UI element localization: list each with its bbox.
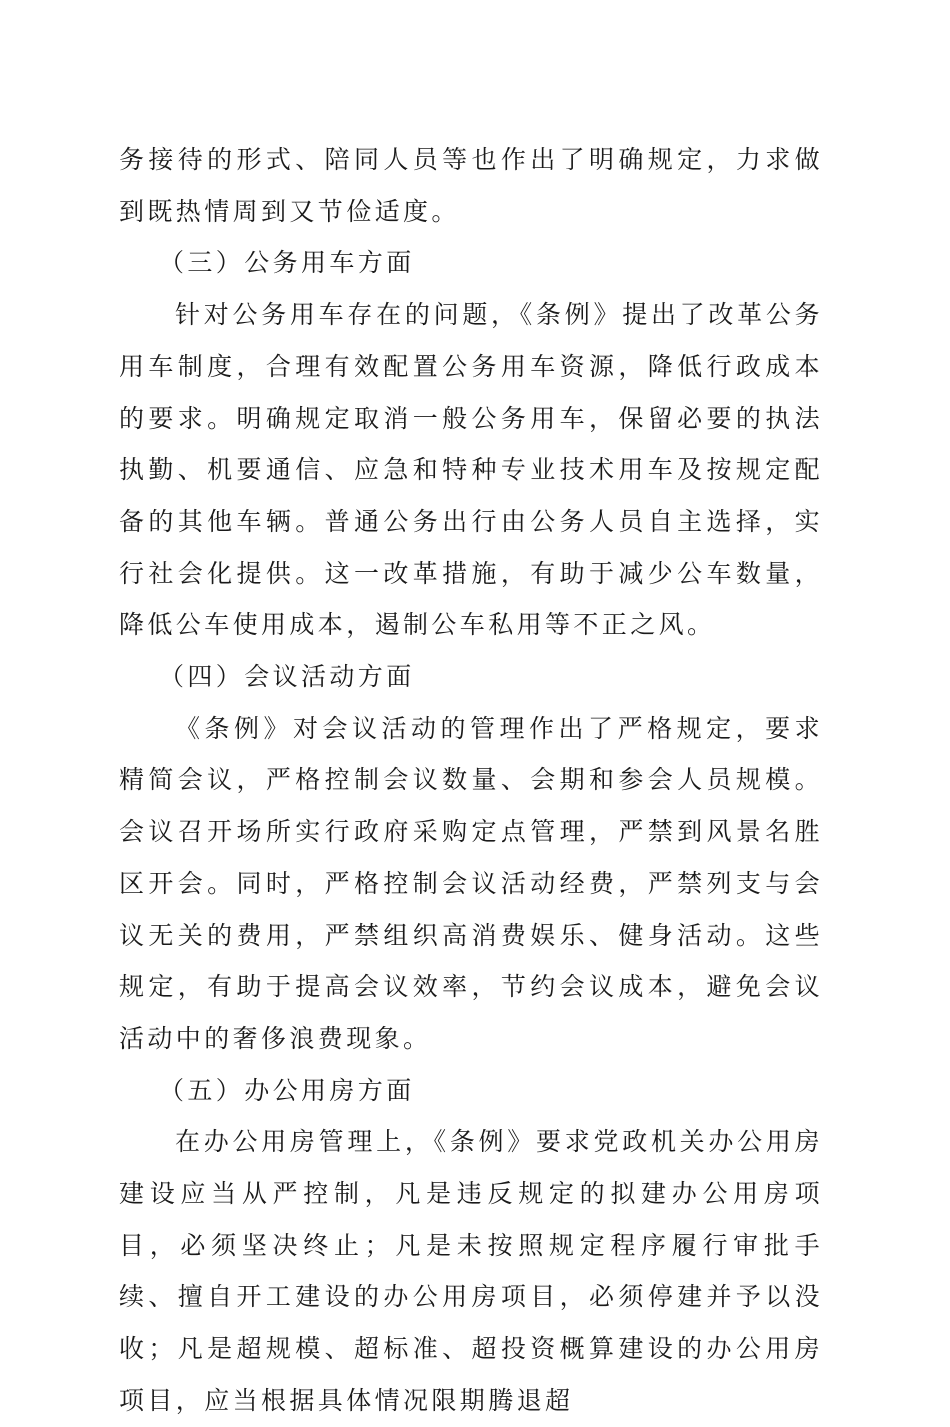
section-heading-office-buildings: （五）办公用房方面 [159, 1075, 415, 1105]
section-heading-official-vehicles: （三）公务用车方面 [159, 248, 415, 278]
section-heading-meetings: （四）会议活动方面 [159, 662, 415, 692]
document-body [119, 134, 823, 1427]
paragraph-official-vehicles: 针对公务用车存在的问题，《条例》提出了改革公务用车制度，合理有效配置公务用车资源，降低行政成本的要求。明确规定取消一般公务用车，保留必要的执法执勤、机要通信、应急和特种专业技术用车及按规定配备的其他车辆。普通公务出行由公务人员自主选择，实行社会化提供。这一改革措施，有助于减少公车数量，降低公车使用成本，遏制公车私用等不正之风。 [119, 300, 823, 640]
paragraph-continued: 务接待的形式、陪同人员等也作出了明确规定，力求做到既热情周到又节俭适度。 [119, 145, 823, 226]
paragraph-meetings: 《条例》对会议活动的管理作出了严格规定，要求精简会议，严格控制会议数量、会期和参会人员规模。会议召开场所实行政府采购定点管理，严禁到风景名胜区开会。同时，严格控制会议活动经费，严禁列支与会议无关的费用，严禁组织高消费娱乐、健身活动。这些规定，有助于提高会议效率，节约会议成本，避免会议活动中的奢侈浪费现象。 [119, 713, 823, 1053]
paragraph-office-buildings: 在办公用房管理上，《条例》要求党政机关办公用房建设应当从严控制，凡是违反规定的拟建办公用房项目，必须坚决终止；凡是未按照规定程序履行审批手续、擅自开工建设的办公用房项目，必须停建并予以没收；凡是超规模、超标准、超投资概算建设的办公用房项目，应当根据具体情况限期腾退超 [119, 1127, 823, 1415]
